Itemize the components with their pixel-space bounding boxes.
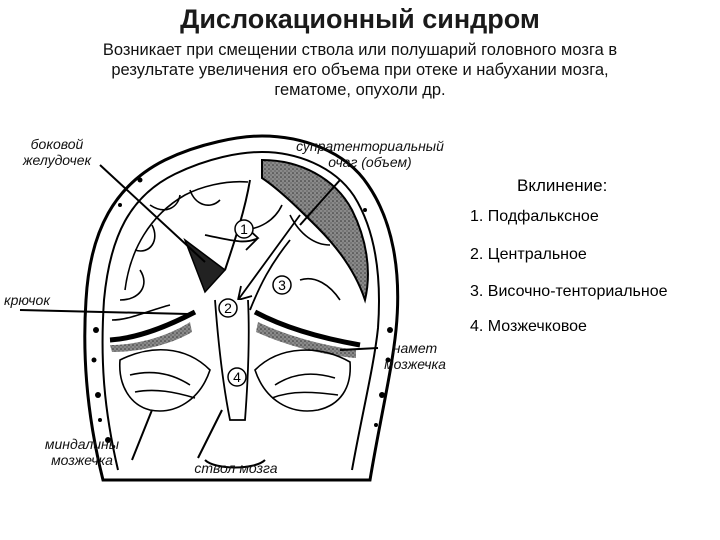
marker-1-text: 1 — [240, 221, 248, 237]
subtitle-line: Возникает при смещении ствола или полушарий головного мозга в — [102, 41, 618, 59]
label-supratentorial — [275, 138, 465, 170]
label-lateral-ventricle — [12, 136, 102, 168]
label-line: супратенториальный — [296, 138, 444, 154]
herniation-heading: Вклинение: — [517, 176, 608, 195]
label-line: боковой — [30, 136, 84, 152]
subtitle-line: гематоме, опухоли др. — [274, 81, 446, 99]
label-line: намет — [392, 340, 438, 356]
label-uncus: крючок — [4, 292, 50, 308]
herniation-item: 1. Подфальксное — [470, 208, 599, 225]
label-line: очаг (объем) — [328, 154, 412, 170]
herniation-item: 2. Центральное — [470, 246, 587, 263]
subtitle-line: результате увеличения его объема при отеке и набухании мозга, — [111, 61, 609, 79]
marker-4-text: 4 — [233, 369, 241, 385]
label-line: мозжечка — [384, 356, 446, 372]
label-brainstem: ствол мозга — [194, 460, 278, 476]
marker-2-text: 2 — [224, 300, 232, 316]
label-tonsils — [34, 436, 130, 468]
label-line: желудочек — [22, 152, 92, 168]
herniation-item: 4. Мозжечковое — [470, 318, 587, 335]
label-line: мозжечка — [51, 452, 113, 468]
marker-3-text: 3 — [278, 277, 286, 293]
herniation-item: 3. Височно-тенториальное — [470, 283, 668, 300]
label-line: миндалины — [44, 436, 120, 452]
label-tentorium — [372, 340, 458, 372]
page-title: Дислокационный синдром — [180, 4, 540, 34]
